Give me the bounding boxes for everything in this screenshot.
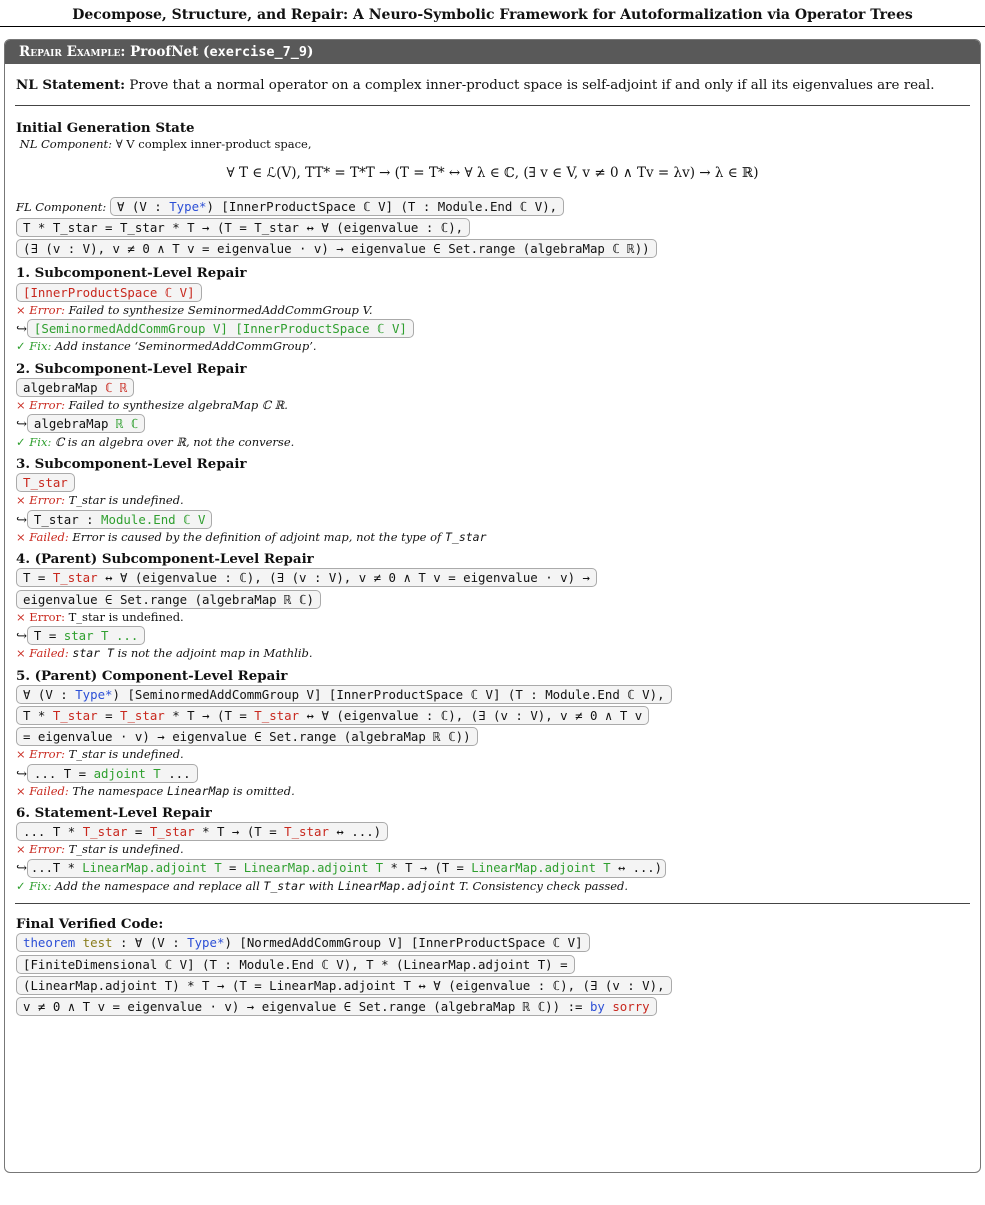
cross-icon: × <box>16 646 26 661</box>
step-3-result-label: Failed: <box>29 529 69 544</box>
fl-code-line-1: ∀ (V : Type*) [InnerProductSpace ℂ V] (T : Module.End ℂ V), <box>110 197 564 216</box>
cross-icon: × <box>16 302 26 317</box>
check-icon: ✓ <box>16 339 26 354</box>
step-5-code-line-2: T * T_star = T_star * T → (T = T_star ↔ ∀ (eigenvalue : ℂ), (∃ (v : V), v ≠ 0 ∧ T v <box>16 706 649 725</box>
step-5-error-text: T_star is undefined. <box>68 747 184 762</box>
step-1-fix-code: [SeminormedAddCommGroup V] [InnerProductSpace ℂ V] <box>27 319 414 338</box>
step-2-title: 2. Subcomponent-Level Repair <box>16 360 247 377</box>
final-code-line-1: theorem test : ∀ (V : Type*) [NormedAddCommGroup V] [InnerProductSpace ℂ V] <box>16 933 590 952</box>
step-4-result-text: is not the adjoint map in Mathlib. <box>113 646 313 661</box>
step-5-result-text-b: is omitted. <box>229 783 295 798</box>
repair-step-1 <box>16 265 969 354</box>
cross-icon: × <box>16 842 26 857</box>
step-6-code: ... T * T_star = T_star * T → (T = T_star ↔ ...) <box>16 822 388 841</box>
step-3-result-text: Error is caused by the definition of adjoint map, not the type of <box>72 529 445 544</box>
repair-step-4 <box>16 551 969 661</box>
box-header <box>5 40 980 64</box>
step-3-title: 3. Subcomponent-Level Repair <box>16 456 247 473</box>
box-title-prefix: Repair Example: <box>19 44 126 60</box>
repair-step-5 <box>16 668 969 799</box>
box-title-dataset: ProofNet ( <box>130 44 210 60</box>
hook-arrow-icon: ↪ <box>16 860 27 876</box>
step-6-result-code-b: LinearMap.adjoint <box>337 878 456 893</box>
box-title-id: exercise_7_9 <box>209 44 307 60</box>
step-3-error-text: T_star is undefined. <box>68 493 184 508</box>
step-6-error-label: Error: <box>29 842 65 857</box>
repair-step-3 <box>16 456 969 545</box>
initial-title: Initial Generation State <box>16 120 195 137</box>
step-5-title: 5. (Parent) Component-Level Repair <box>16 667 288 684</box>
check-icon: ✓ <box>16 878 26 893</box>
step-5-result-text-a: The namespace <box>72 783 167 798</box>
nl-statement <box>16 76 969 95</box>
hook-arrow-icon: ↪ <box>16 322 27 338</box>
step-1-code: [InnerProductSpace ℂ V] <box>16 283 202 302</box>
page-title: Decompose, Structure, and Repair: A Neuro-Symbolic Framework for Autoformalization via Operator Trees <box>0 0 985 27</box>
step-5-result-label: Failed: <box>29 783 69 798</box>
final-code-line-3: (LinearMap.adjoint T) * T → (T = LinearMap.adjoint T ↔ ∀ (eigenvalue : ℂ), (∃ (v : V), <box>16 976 672 995</box>
cross-icon: × <box>16 397 26 412</box>
step-1-result-label: Fix: <box>29 339 52 354</box>
final-verified-code <box>16 916 969 1016</box>
step-6-error-text: T_star is undefined. <box>68 842 184 857</box>
repair-example-box <box>4 39 981 1173</box>
step-2-fix-code: algebraMap ℝ ℂ <box>27 414 145 433</box>
final-code-line-4: v ≠ 0 ∧ T v = eigenvalue · v) → eigenvalue ∈ Set.range (algebraMap ℝ ℂ)) := by sorry <box>16 997 657 1016</box>
divider <box>15 903 970 904</box>
hook-arrow-icon: ↪ <box>16 417 27 433</box>
hook-arrow-icon: ↪ <box>16 512 27 528</box>
nl-statement-label: NL Statement: <box>16 77 126 93</box>
divider <box>15 105 970 106</box>
step-4-code-line-1: T = T_star ↔ ∀ (eigenvalue : ℂ), (∃ (v : V), v ≠ 0 ∧ T v = eigenvalue · v) → <box>16 568 597 587</box>
initial-generation-state <box>16 120 969 259</box>
step-1-result-text: Add instance ‘SeminormedAddCommGroup’. <box>54 339 317 354</box>
nl-statement-text: Prove that a normal operator on a complex inner-product space is self-adjoint if and only if all its eigenvalues are real. <box>129 78 935 93</box>
step-5-fix-code: ... T = adjoint T ... <box>27 764 198 783</box>
repair-step-6 <box>16 805 969 894</box>
step-4-result-label: Failed: <box>29 646 69 661</box>
step-4-fix-code: T = star T ... <box>27 626 145 645</box>
check-icon: ✓ <box>16 434 26 449</box>
step-2-result-text: ℂ is an algebra over ℝ, not the converse. <box>54 434 295 449</box>
step-6-result-code-a: T_star <box>263 878 305 893</box>
step-5-error-label: Error: <box>29 747 65 762</box>
final-title: Final Verified Code: <box>16 916 164 933</box>
step-4-error-text: T_star is undefined. <box>68 609 184 624</box>
cross-icon: × <box>16 493 26 508</box>
step-2-error-text: Failed to synthesize algebraMap ℂ ℝ. <box>68 397 288 412</box>
step-5-code-line-3: = eigenvalue · v) → eigenvalue ∈ Set.range (algebraMap ℝ ℂ)) <box>16 727 478 746</box>
cross-icon: × <box>16 609 26 624</box>
step-6-result-text-c: T. Consistency check passed. <box>455 878 629 893</box>
step-6-fix-code: ...T * LinearMap.adjoint T = LinearMap.adjoint T * T → (T = LinearMap.adjoint T ↔ ...) <box>27 859 666 878</box>
step-2-code: algebraMap ℂ ℝ <box>16 378 134 397</box>
step-1-title: 1. Subcomponent-Level Repair <box>16 265 247 282</box>
step-2-error-label: Error: <box>29 397 65 412</box>
hook-arrow-icon: ↪ <box>16 629 27 645</box>
cross-icon: × <box>16 747 26 762</box>
nl-component-text: ∀ V complex inner-product space, <box>115 136 312 151</box>
step-1-error-label: Error: <box>29 302 65 317</box>
step-6-result-text-b: with <box>304 878 338 893</box>
step-5-code-line-1: ∀ (V : Type*) [SeminormedAddCommGroup V] [InnerProductSpace ℂ V] (T : Module.End ℂ V), <box>16 685 672 704</box>
step-3-result-code: T_star <box>444 529 487 544</box>
step-3-fix-code: T_star : Module.End ℂ V <box>27 510 213 529</box>
step-3-code: T_star <box>16 473 75 492</box>
nl-component-formula: ∀ T ∈ ℒ(V), TT* = T*T → (T = T* ↔ ∀ λ ∈ ℂ, (∃ v ∈ V, v ≠ 0 ∧ Tv = λv) → λ ∈ ℝ) <box>226 165 759 182</box>
step-4-result-code: star T <box>72 646 114 661</box>
step-6-title: 6. Statement-Level Repair <box>16 805 212 822</box>
fl-code-line-2: T * T_star = T_star * T → (T = T_star ↔ ∀ (eigenvalue : ℂ), <box>16 218 470 237</box>
step-6-result-label: Fix: <box>29 878 52 893</box>
step-4-title: 4. (Parent) Subcomponent-Level Repair <box>16 551 314 568</box>
step-4-error-label: Error: <box>29 609 65 624</box>
step-5-result-code: LinearMap <box>166 783 230 798</box>
repair-step-2 <box>16 361 969 450</box>
step-3-error-label: Error: <box>29 493 65 508</box>
step-2-result-label: Fix: <box>29 434 52 449</box>
final-code-line-2: [FiniteDimensional ℂ V] (T : Module.End ℂ V), T * (LinearMap.adjoint T) = <box>16 955 575 974</box>
fl-component-label: FL Component: <box>16 200 107 215</box>
step-6-result-text-a: Add the namespace and replace all <box>54 878 264 893</box>
step-4-code-line-2: eigenvalue ∈ Set.range (algebraMap ℝ ℂ) <box>16 590 321 609</box>
cross-icon: × <box>16 783 26 798</box>
nl-component-label: NL Component: <box>19 136 113 151</box>
hook-arrow-icon: ↪ <box>16 766 27 782</box>
cross-icon: × <box>16 529 26 544</box>
fl-code-line-3: (∃ (v : V), v ≠ 0 ∧ T v = eigenvalue · v) → eigenvalue ∈ Set.range (algebraMap ℂ ℝ)) <box>16 239 657 258</box>
box-title-close: ) <box>307 44 314 60</box>
step-1-error-text: Failed to synthesize SeminormedAddCommGroup V. <box>68 302 373 317</box>
